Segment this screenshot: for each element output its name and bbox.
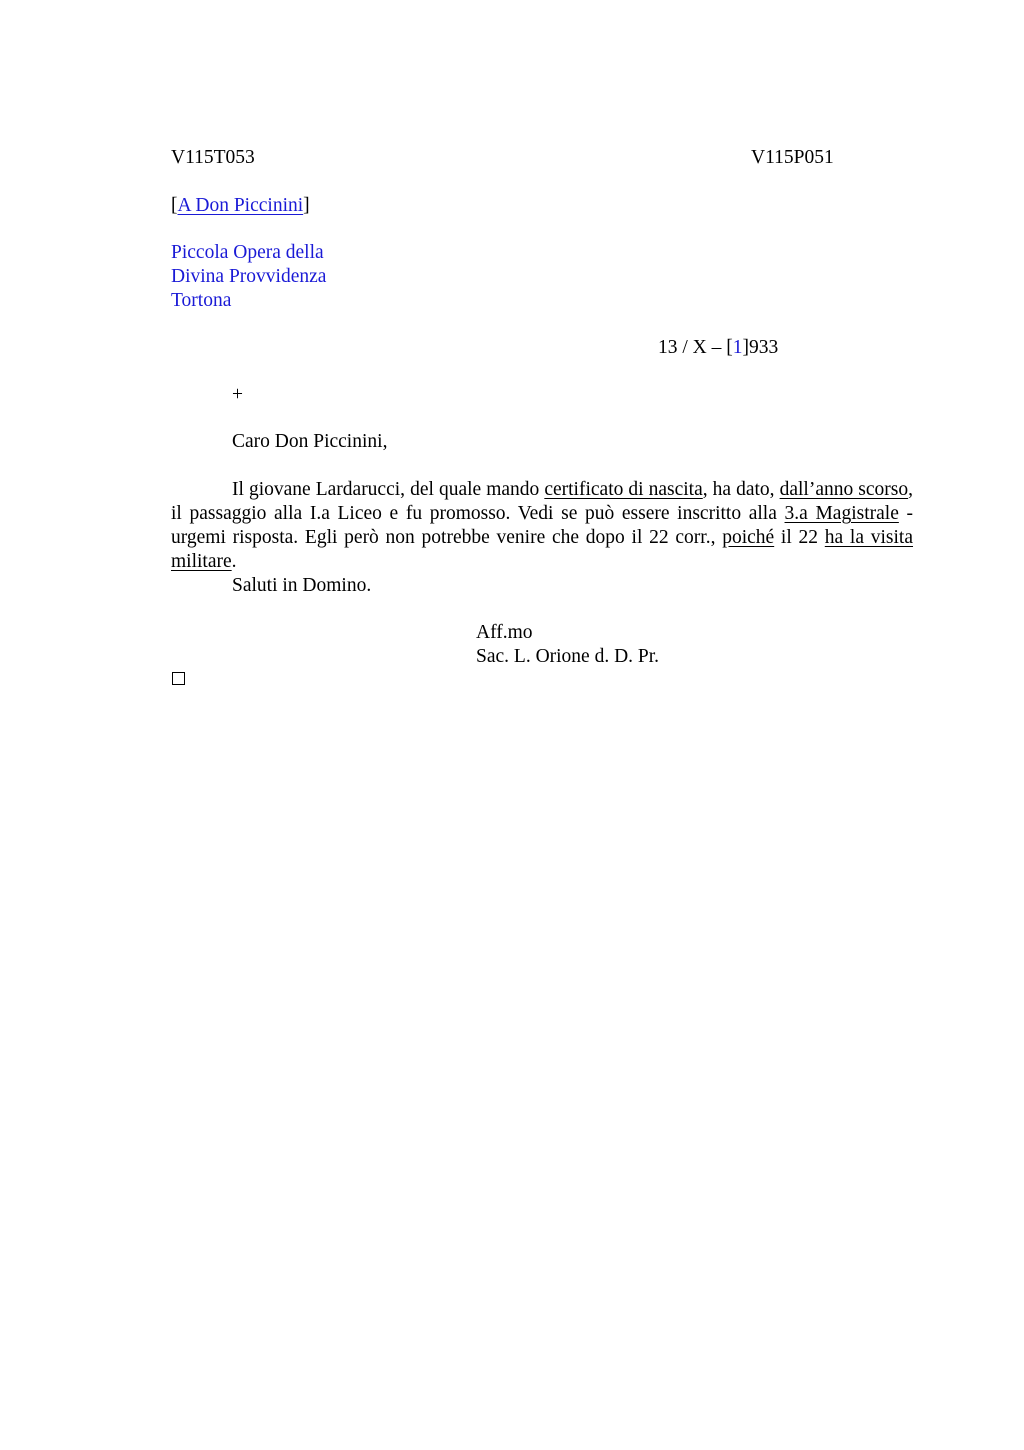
body-text-4: - urgemi risposta. Egli però non potrebbe venire che dopo il 22 corr.,	[171, 503, 913, 548]
letterhead-line-3: Tortona	[171, 290, 232, 311]
body-underline-2: dall’anno scorso	[779, 479, 909, 500]
recipient-link[interactable]: A Don Piccinini	[177, 195, 304, 216]
body-text-6: .	[231, 551, 237, 572]
body-text-2: , ha dato,	[702, 479, 780, 500]
date-prefix: 13 / X – [	[658, 337, 733, 358]
end-marker-square-icon	[172, 672, 185, 685]
recipient-open-bracket: [	[171, 195, 178, 216]
body-underline-4: poiché	[722, 527, 775, 548]
body-underline-3: 3.a Magistrale	[784, 503, 899, 524]
signature-line-2: Sac. L. Orione d. D. Pr.	[476, 646, 660, 667]
recipient-close-bracket: ]	[303, 195, 310, 216]
document-code-right: V115P051	[751, 147, 834, 168]
document-code-left: V115T053	[171, 147, 255, 168]
body-underline-1: certificato di nascita	[544, 479, 703, 500]
recipient-line	[171, 194, 310, 218]
body-text-5: il 22	[774, 527, 825, 548]
closing-greeting: Saluti in Domino.	[232, 575, 372, 596]
salutation: Caro Don Piccinini,	[232, 431, 388, 452]
date-suffix: ]933	[742, 337, 779, 358]
letterhead-line-1: Piccola Opera della	[171, 242, 324, 263]
letter-date	[658, 336, 778, 360]
letter-body	[171, 478, 913, 574]
body-text-3: , il passaggio alla I.a Liceo e fu promosso. Vedi se può essere inscritto alla	[171, 479, 913, 524]
signature-line-1: Aff.mo	[476, 622, 533, 643]
body-underline-5: ha la visita militare	[171, 527, 914, 572]
date-restored-digit: 1	[732, 337, 743, 358]
body-text-1: Il giovane Lardarucci, del quale mando	[232, 479, 545, 500]
cross-symbol: +	[232, 384, 243, 405]
letterhead-line-2: Divina Provvidenza	[171, 266, 327, 287]
